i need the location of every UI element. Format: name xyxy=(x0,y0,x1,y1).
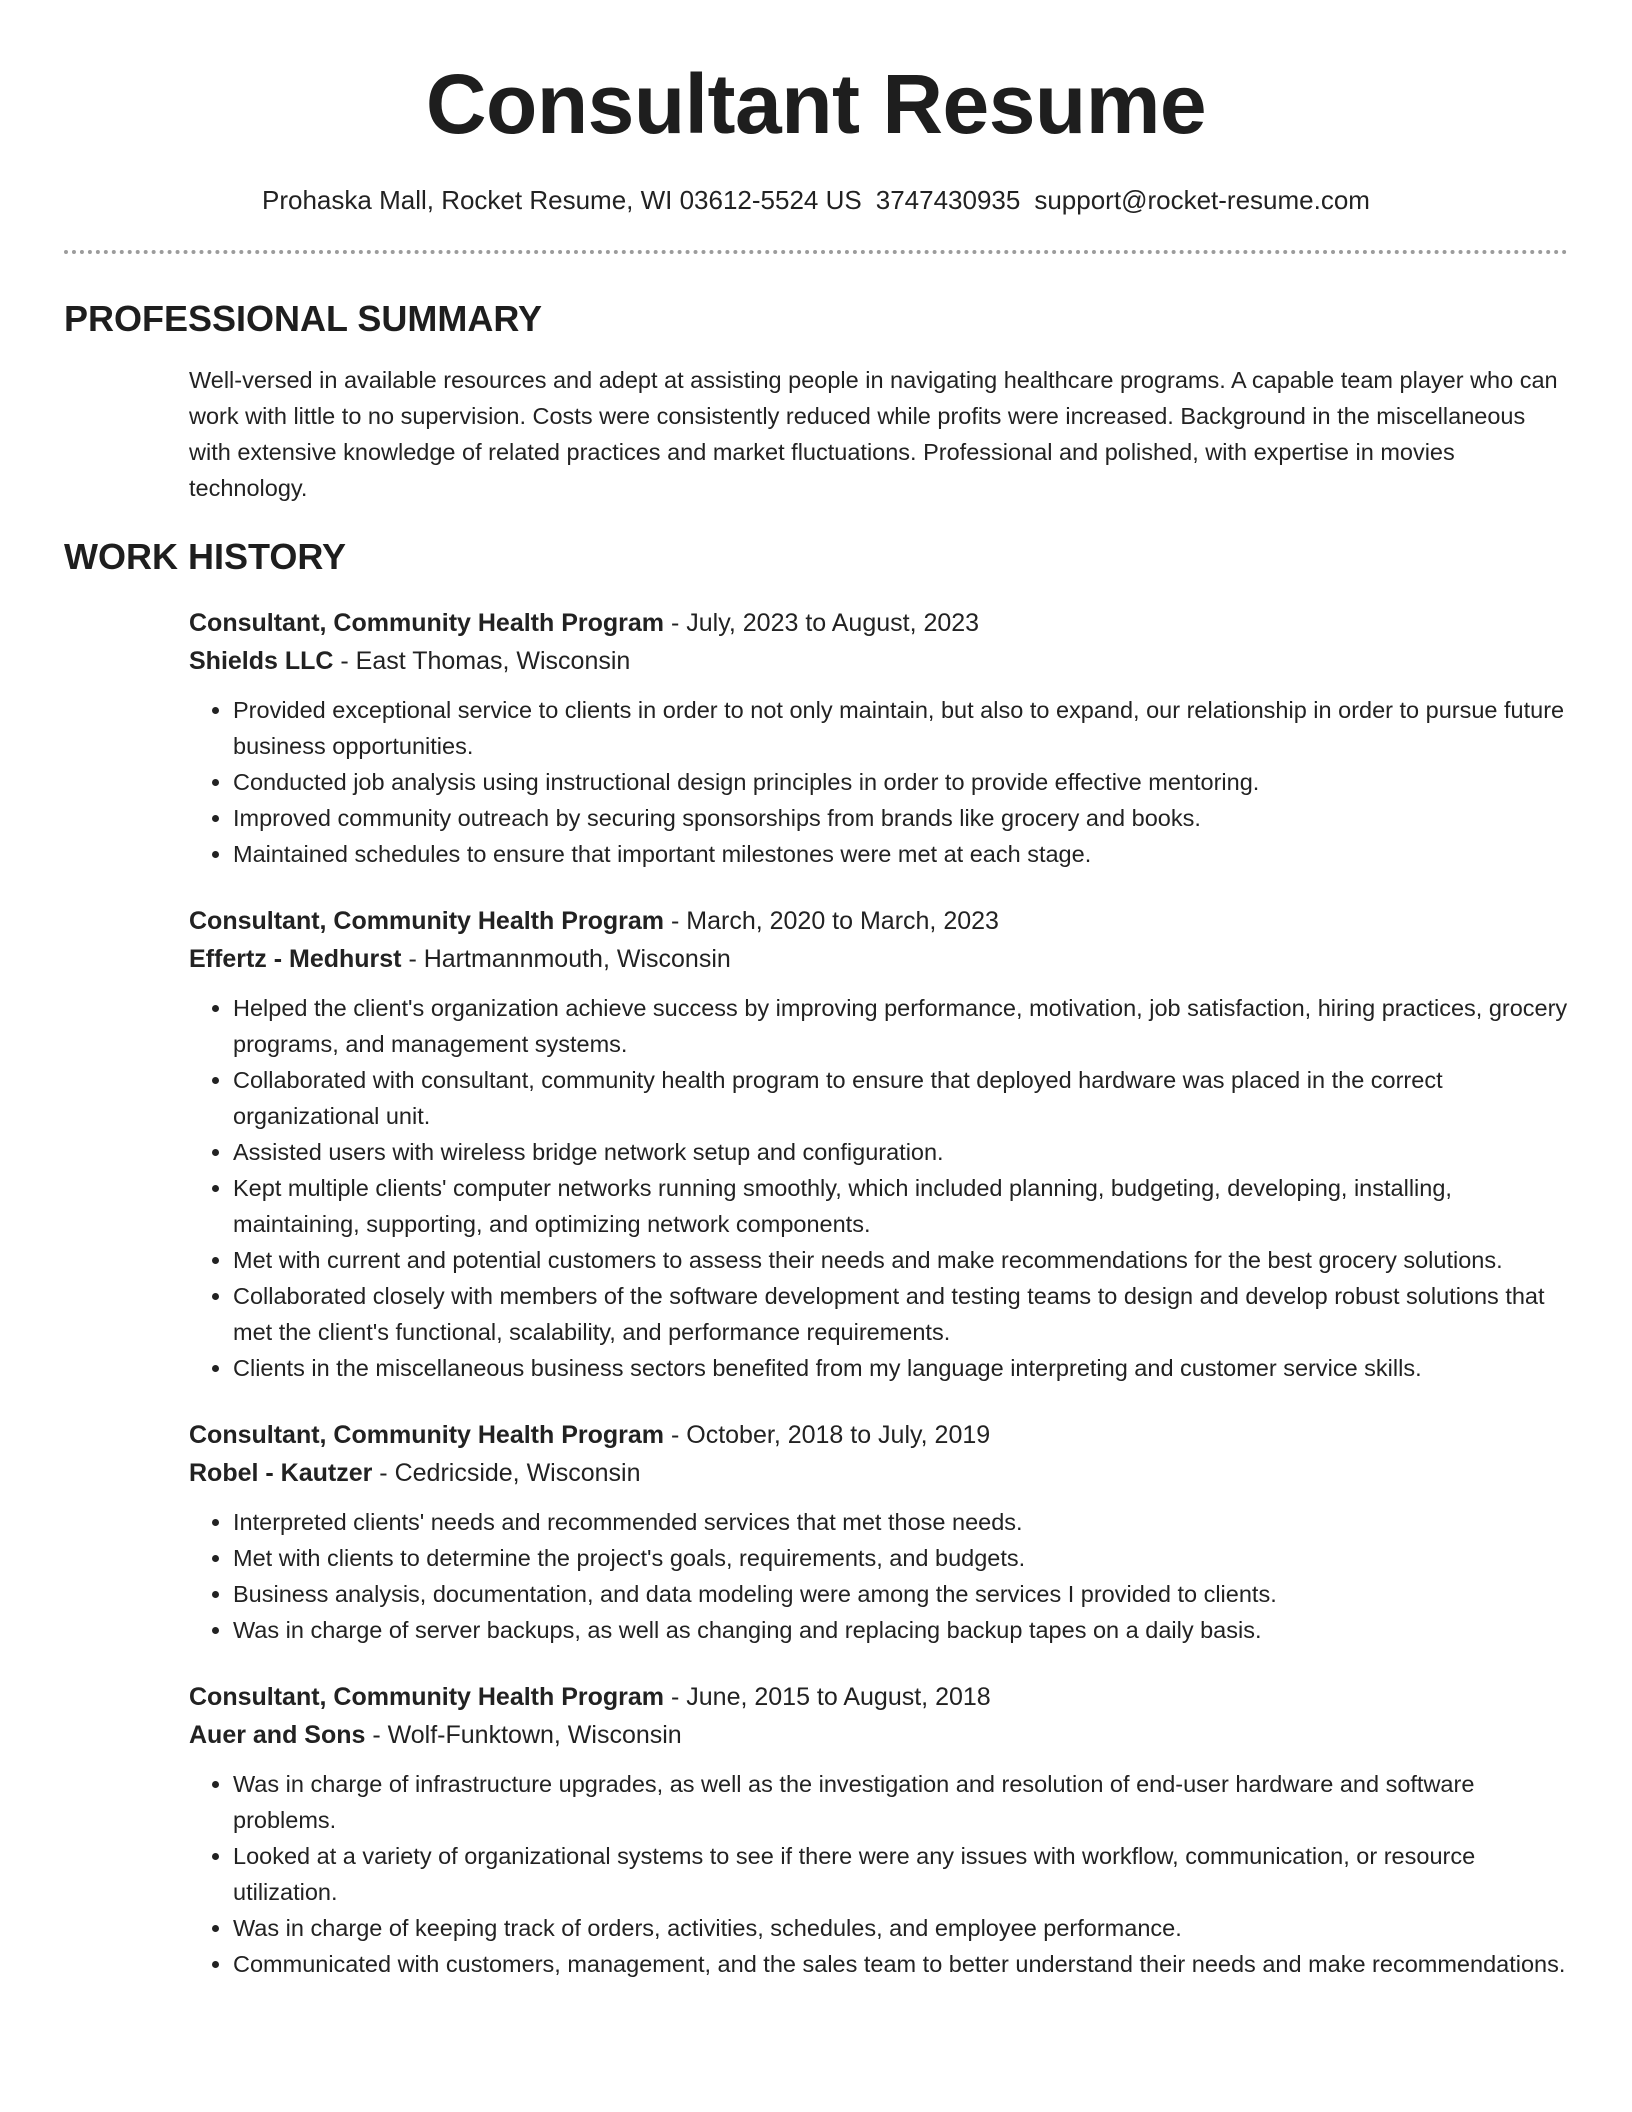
contact-email: support@rocket-resume.com xyxy=(1034,185,1370,215)
job-duties xyxy=(189,1766,1568,1982)
job-duties xyxy=(189,990,1568,1386)
duty-item: • Helped the client's organization achieve success by improving performance, motivation, job satisfaction, hiring practices, grocery programs, and management systems. xyxy=(233,990,1568,1062)
job-title: Consultant, Community Health Program xyxy=(189,1683,665,1711)
work-history-list xyxy=(189,604,1568,1982)
resume-title: Consultant Resume xyxy=(425,57,1207,151)
duty-item: • Conducted job analysis using instructional design principles in order to provide effective mentoring. xyxy=(233,764,1568,800)
job-title-line xyxy=(189,1416,1568,1454)
job-company: Auer and Sons xyxy=(189,1721,366,1749)
job-dates: - June, 2015 to August, 2018 xyxy=(664,1683,991,1711)
duty-item: • Was in charge of keeping track of orders, activities, schedules, and employee performance. xyxy=(233,1910,1568,1946)
job-company: Shields LLC xyxy=(189,647,334,675)
job-title: Consultant, Community Health Program xyxy=(189,609,665,637)
duty-item: • Looked at a variety of organizational systems to see if there were any issues with workflow, communication, or resource utilization. xyxy=(233,1838,1568,1910)
duty-item: • Clients in the miscellaneous business sectors benefited from my language interpreting and customer service skills. xyxy=(233,1350,1568,1386)
duty-item: • Collaborated closely with members of the software development and testing teams to design and develop robust solutions that met the client's functional, scalability, and performance requirements. xyxy=(233,1278,1568,1350)
job-duties xyxy=(189,1504,1568,1648)
duty-item: • Maintained schedules to ensure that important milestones were met at each stage. xyxy=(233,836,1568,872)
duty-item: • Was in charge of server backups, as well as changing and replacing backup tapes on a daily basis. xyxy=(233,1612,1568,1648)
job-dates: - July, 2023 to August, 2023 xyxy=(664,609,980,637)
summary-heading: PROFESSIONAL SUMMARY xyxy=(64,298,543,339)
job-title: Consultant, Community Health Program xyxy=(189,907,665,935)
job-company-line xyxy=(189,642,1568,680)
job-location: - Hartmannmouth, Wisconsin xyxy=(401,945,731,973)
duty-item: • Business analysis, documentation, and data modeling were among the services I provided to clients. xyxy=(233,1576,1568,1612)
duty-item: • Improved community outreach by securing sponsorships from brands like grocery and books. xyxy=(233,800,1568,836)
contact-phone: 3747430935 xyxy=(875,185,1021,215)
job-location: - Cedricside, Wisconsin xyxy=(372,1459,641,1487)
job-dates: - March, 2020 to March, 2023 xyxy=(664,907,999,935)
job-duties xyxy=(189,692,1568,872)
contact-address: Prohaska Mall, Rocket Resume, WI 03612-5524 US xyxy=(262,185,862,215)
duty-item: • Collaborated with consultant, community health program to ensure that deployed hardware was placed in the correct organizational unit. xyxy=(233,1062,1568,1134)
duty-item: • Met with current and potential customers to assess their needs and make recommendations for the best grocery solutions. xyxy=(233,1242,1568,1278)
job-company-line xyxy=(189,940,1568,978)
job-title: Consultant, Community Health Program xyxy=(189,1421,665,1449)
duty-item: • Met with clients to determine the project's goals, requirements, and budgets. xyxy=(233,1540,1568,1576)
header-divider xyxy=(64,250,1568,254)
duty-item: • Provided exceptional service to clients in order to not only maintain, but also to expand, our relationship in order to pursue future business opportunities. xyxy=(233,692,1568,764)
job-company-line xyxy=(189,1716,1568,1754)
job-dates: - October, 2018 to July, 2019 xyxy=(664,1421,991,1449)
duty-item: • Assisted users with wireless bridge network setup and configuration. xyxy=(233,1134,1568,1170)
duty-item: • Kept multiple clients' computer networks running smoothly, which included planning, budgeting, developing, installing, maintaining, supporting, and optimizing network components. xyxy=(233,1170,1568,1242)
duty-item: • Interpreted clients' needs and recommended services that met those needs. xyxy=(233,1504,1568,1540)
job-title-line xyxy=(189,902,1568,940)
job-entry xyxy=(189,1678,1568,1982)
contact-line xyxy=(64,184,1568,216)
job-title-line xyxy=(189,604,1568,642)
work-history-heading: WORK HISTORY xyxy=(64,536,347,577)
duty-item: • Was in charge of infrastructure upgrades, as well as the investigation and resolution of end-user hardware and software problems. xyxy=(233,1766,1568,1838)
job-location: - Wolf-Funktown, Wisconsin xyxy=(365,1721,682,1749)
job-company: Effertz - Medhurst xyxy=(189,945,402,973)
job-company-line xyxy=(189,1454,1568,1492)
job-title-line xyxy=(189,1678,1568,1716)
duty-item: • Communicated with customers, management, and the sales team to better understand their needs and make recommendations. xyxy=(233,1946,1568,1982)
job-company: Robel - Kautzer xyxy=(189,1459,373,1487)
summary-text: Well-versed in available resources and adept at assisting people in navigating healthcare programs. A capable team player who can work with little to no supervision. Costs were consistently reduced while profits were increased. Background in the miscellaneous with extensive knowledge of related practices and market fluctuations. Professional and polished, with expertise in movies technology. xyxy=(189,367,1558,501)
job-location: - East Thomas, Wisconsin xyxy=(333,647,631,675)
job-entry xyxy=(189,1416,1568,1648)
job-entry xyxy=(189,604,1568,872)
job-entry xyxy=(189,902,1568,1386)
